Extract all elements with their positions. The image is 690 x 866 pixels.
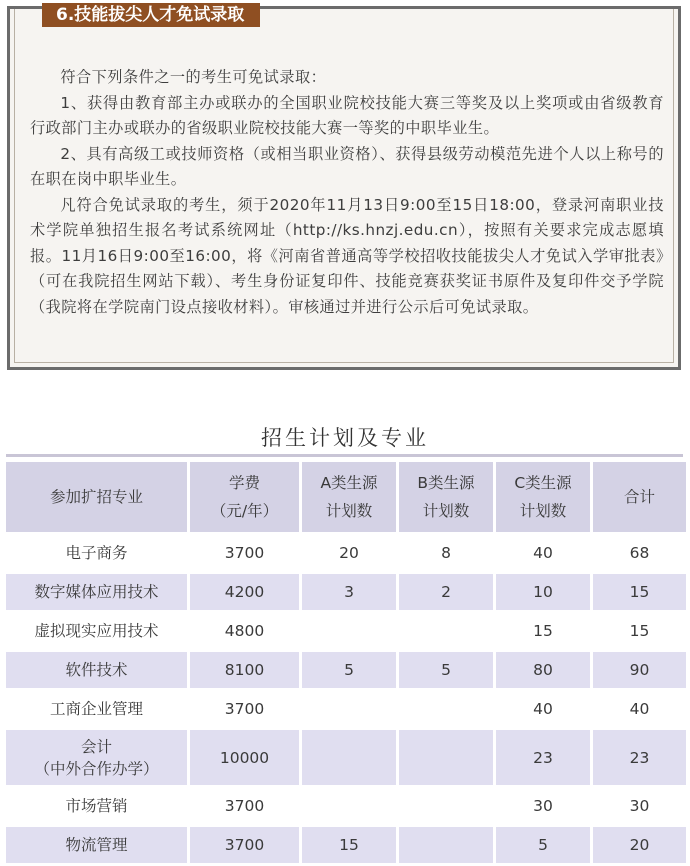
section-tag: 6.技能拔尖人才免试录取 [42,3,260,27]
cell-c: 10 [496,574,590,610]
table-row [6,652,686,688]
header-line: 计划数 [325,502,373,520]
cell-major [6,613,187,649]
table-body [6,535,686,863]
cell-b [399,691,493,727]
header-line: （元/年） [210,502,279,520]
cell-fee: 3700 [190,827,299,863]
header-row [6,462,686,532]
major-line: 数字媒体应用技术 [34,583,159,601]
cell-b [399,730,493,785]
table-top-rule [6,454,683,457]
header-fee [190,462,299,532]
cell-major [6,788,187,824]
header-line: 合计 [623,488,655,506]
header-line: 计划数 [422,502,470,520]
paragraph: 凡符合免试录取的考生，须于2020年11月13日9:00至15日18:00，登录河南职业技术学院单独招生报名考试系统网址（http://ks.hnzj.edu.cn），按照有关要求完成志愿填报。11月16日9:00至16:00，将《河南省普通高等学校招收技能拔尖人才免试入学审批表》（可在我院招生网站下载）、考生身份证复印件、技能竞赛获奖证书原件及复印件交予学院（我院将在学院南门设点接收材料）。审核通过并进行公示后可免试录取。 [30,195,664,316]
cell-b: 2 [399,574,493,610]
header-line: 参加扩招专业 [49,488,143,506]
cell-major [6,574,187,610]
cell-c: 30 [496,788,590,824]
header-a [302,462,396,532]
table-row [6,535,686,571]
table-row [6,827,686,863]
enrollment-table [3,459,689,866]
major-line: 物流管理 [65,836,128,854]
header-total [593,462,686,532]
cell-b [399,613,493,649]
cell-total: 30 [593,788,686,824]
cell-b: 5 [399,652,493,688]
cell-a [302,613,396,649]
cell-fee: 10000 [190,730,299,785]
major-line: 会计 [80,737,112,756]
cell-c: 5 [496,827,590,863]
cell-c: 15 [496,613,590,649]
cell-major [6,652,187,688]
table-row [6,613,686,649]
header-line: B类生源 [417,474,475,492]
cell-fee: 3700 [190,788,299,824]
paragraph: 1、获得由教育部主办或联办的全国职业院校技能大赛三等奖及以上奖项或由省级教育行政部门主办或联办的省级职业院校技能大赛一等奖的中职毕业生。 [30,93,664,137]
header-line: A类生源 [320,474,378,492]
cell-a: 5 [302,652,396,688]
cell-fee: 3700 [190,691,299,727]
cell-total: 20 [593,827,686,863]
cell-c: 40 [496,535,590,571]
paragraph: 2、具有高级工或技师资格（或相当职业资格）、获得县级劳动模范先进个人以上称号的在职在岗中职毕业生。 [30,144,664,188]
cell-a [302,691,396,727]
cell-a [302,788,396,824]
header-b [399,462,493,532]
header-line: 学费 [228,474,260,492]
cell-major [6,535,187,571]
cell-fee: 4200 [190,574,299,610]
table-title: 招生计划及专业 [261,426,429,450]
cell-fee: 8100 [190,652,299,688]
header-c [496,462,590,532]
cell-total: 23 [593,730,686,785]
cell-c: 80 [496,652,590,688]
section-body [30,65,664,320]
major-line: （中外合作办学） [34,759,159,778]
cell-c: 23 [496,730,590,785]
cell-a: 15 [302,827,396,863]
table-row [6,691,686,727]
major-line: 电子商务 [65,544,128,562]
major-line: 市场营销 [65,797,128,815]
paragraph: 符合下列条件之一的考生可免试录取： [60,68,327,86]
cell-major [6,827,187,863]
cell-major [6,691,187,727]
cell-fee: 4800 [190,613,299,649]
cell-fee: 3700 [190,535,299,571]
cell-a [302,730,396,785]
table-header [6,462,686,532]
cell-b: 8 [399,535,493,571]
table-row [6,574,686,610]
major-line: 工商企业管理 [49,700,143,718]
major-line: 软件技术 [65,661,128,679]
table-row [6,788,686,824]
header-line: 计划数 [519,502,567,520]
exemption-section [7,6,681,370]
cell-a: 3 [302,574,396,610]
cell-b [399,827,493,863]
cell-c: 40 [496,691,590,727]
header-major [6,462,187,532]
cell-a: 20 [302,535,396,571]
cell-total: 40 [593,691,686,727]
cell-major [6,730,187,785]
cell-total: 15 [593,613,686,649]
cell-total: 90 [593,652,686,688]
table-row [6,730,686,785]
cell-b [399,788,493,824]
cell-total: 15 [593,574,686,610]
major-line: 虚拟现实应用技术 [34,622,159,640]
cell-total: 68 [593,535,686,571]
header-line: C类生源 [514,474,572,492]
